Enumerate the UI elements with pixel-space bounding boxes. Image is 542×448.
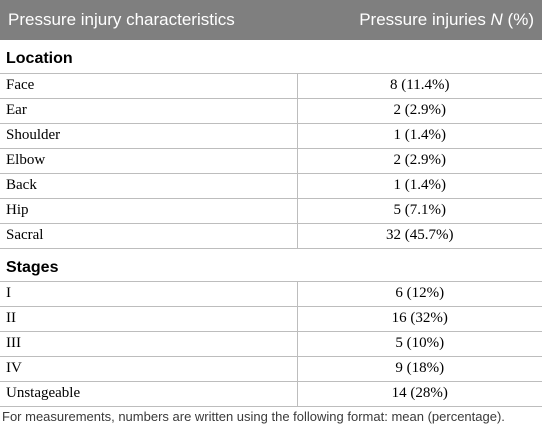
row-value: 8 (11.4%) — [297, 73, 542, 98]
header-characteristics: Pressure injury characteristics — [0, 0, 297, 40]
section-row-location — [0, 40, 542, 73]
row-label: Elbow — [0, 148, 297, 173]
table-row — [0, 356, 542, 381]
row-label: Ear — [0, 98, 297, 123]
table-row — [0, 381, 542, 406]
row-value: 2 (2.9%) — [297, 98, 542, 123]
table-body — [0, 40, 542, 406]
table-row — [0, 198, 542, 223]
row-value: 1 (1.4%) — [297, 123, 542, 148]
row-label: Sacral — [0, 223, 297, 248]
row-label: II — [0, 306, 297, 331]
row-label: Face — [0, 73, 297, 98]
row-label: I — [0, 281, 297, 306]
table-footnote: For measurements, numbers are written using the following format: mean (percentage). — [2, 409, 505, 424]
row-label: IV — [0, 356, 297, 381]
row-value: 5 (10%) — [297, 331, 542, 356]
table-row — [0, 306, 542, 331]
table-row — [0, 173, 542, 198]
header-injuries-n: N — [490, 10, 503, 29]
row-value: 9 (18%) — [297, 356, 542, 381]
row-value: 16 (32%) — [297, 306, 542, 331]
table-row — [0, 148, 542, 173]
header-injuries-suffix: (%) — [502, 10, 534, 29]
header-injuries-prefix: Pressure injuries — [359, 10, 491, 29]
section-title: Stages — [0, 248, 542, 281]
row-label: Hip — [0, 198, 297, 223]
row-label: Unstageable — [0, 381, 297, 406]
table-row — [0, 223, 542, 248]
row-value: 5 (7.1%) — [297, 198, 542, 223]
header-row — [0, 0, 542, 40]
table-row — [0, 123, 542, 148]
row-value: 14 (28%) — [297, 381, 542, 406]
row-value: 1 (1.4%) — [297, 173, 542, 198]
table-row — [0, 281, 542, 306]
row-value: 2 (2.9%) — [297, 148, 542, 173]
row-value: 32 (45.7%) — [297, 223, 542, 248]
row-label: III — [0, 331, 297, 356]
section-row-stages — [0, 248, 542, 281]
table-header — [0, 0, 542, 40]
section-title: Location — [0, 40, 542, 73]
table-row — [0, 73, 542, 98]
row-label: Back — [0, 173, 297, 198]
table-row — [0, 331, 542, 356]
row-value: 6 (12%) — [297, 281, 542, 306]
header-injuries — [297, 0, 542, 40]
table-row — [0, 98, 542, 123]
row-label: Shoulder — [0, 123, 297, 148]
